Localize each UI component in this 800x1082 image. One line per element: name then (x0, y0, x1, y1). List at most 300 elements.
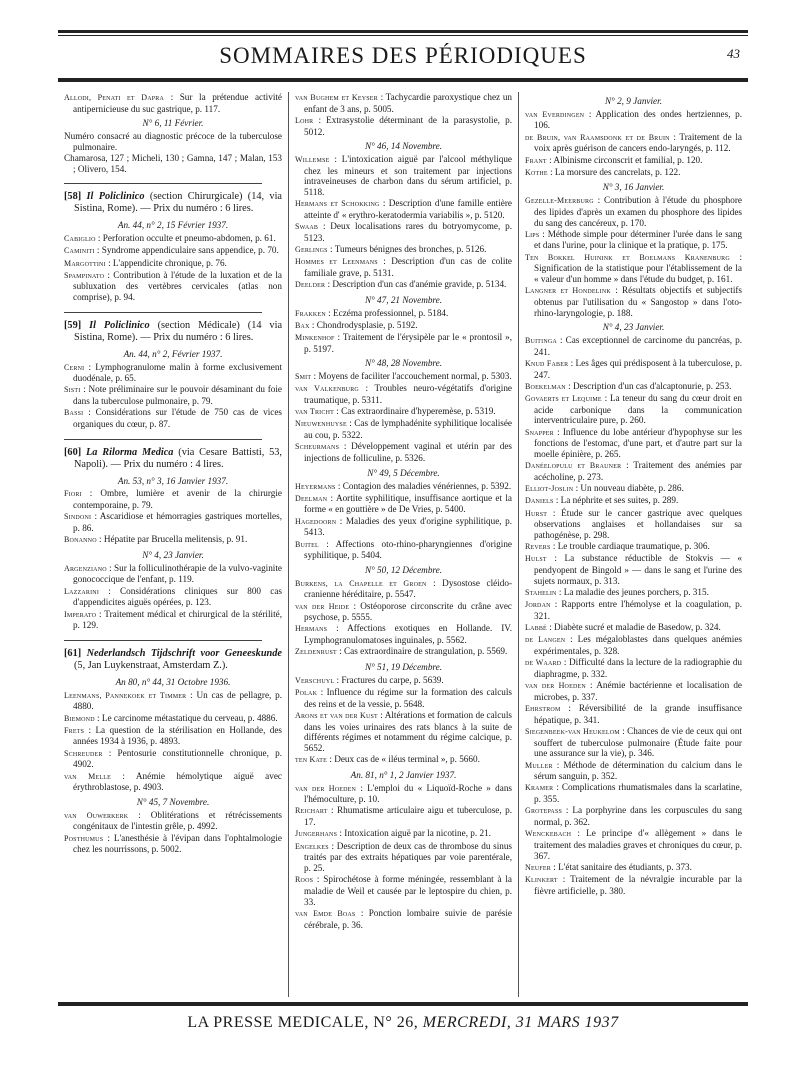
article-title: : Contribution à l'étude de la luxation et de la subluxation des vertèbres cervicales (atlas non comprise), p. 94. (73, 269, 282, 303)
article-authors: Muller (525, 760, 553, 770)
article-authors: van Ouwerkerk (64, 810, 129, 820)
article-entry (64, 131, 282, 152)
article-authors: Fiori (64, 489, 82, 499)
article-title: : L'anesthésie à l'évipan dans l'ophtalmologie chez les nourrissons, p. 5002. (73, 832, 282, 855)
article-title: : Description d'un cas de colite familiale grave, p. 5131. (304, 256, 512, 279)
article-title: : Oblitérations et rétrécissements congénitaux de l'intestin grêle, p. 4992. (73, 809, 282, 832)
article-title: : Complications rhumatismales dans la scarlatine, p. 355. (534, 782, 742, 805)
article-authors: Scheurmans (295, 442, 340, 452)
journal-heading (64, 447, 282, 471)
article-title: : Traitement médical et chirurgical de la stérilité, p. 129. (73, 608, 282, 631)
article-authors: Frakken (295, 308, 326, 318)
article-authors: Deelder (295, 280, 326, 290)
article-authors: Reichart (295, 806, 328, 816)
footer-text (58, 1014, 748, 1032)
article-title: : Albinisme circonscrit et familial, p. 120. (549, 154, 703, 165)
article-title: : Étude sur le cancer gastrique avec quelques observations anglaises et hollandaises sur sa pathogénèse, p. 298. (534, 507, 742, 541)
article-entry (64, 362, 282, 384)
article-authors: Polak (295, 687, 318, 697)
article-authors: Frets (64, 725, 85, 735)
article-title: : Les âges qui prédisposent à la tuberculose, p. 247. (534, 357, 742, 380)
article-authors: Sisti (64, 385, 81, 395)
article-title: : La porphyrine dans les corpuscules du sang normal, p. 362. (534, 805, 742, 828)
article-title: Numéro consacré au diagnostic précoce de la tuberculose pulmonaire. (64, 131, 282, 152)
article-authors: Lohr (295, 115, 314, 125)
article-entry (525, 381, 742, 393)
article-entry (295, 154, 512, 198)
article-title: : L'intoxication aiguë par l'alcool méthylique chez les mineurs et son traitement par injections intraveineuses de charbon dans du sérum artificiel, p. 5118. (304, 154, 513, 198)
article-title: : Ponction lombaire suivie de parésie cérébrale, p. 36. (304, 907, 512, 930)
article-entry (64, 725, 282, 747)
article-title: : La néphrite et ses suites, p. 289. (555, 495, 679, 506)
article-entry (295, 841, 512, 874)
article-title: : Considérations cliniques sur 800 cas d'appendicites aiguës opérées, p. 123. (73, 585, 282, 608)
article-authors: Roos (295, 875, 314, 885)
article-entry (295, 783, 512, 805)
journal-heading (64, 648, 282, 672)
article-entry (64, 511, 282, 533)
article-entry (525, 862, 742, 874)
article-authors: Ten Bokkel Huinink et Boelmans Kranenburg (525, 252, 730, 262)
article-entry (295, 441, 512, 463)
article-authors: Gezelle-Meerburg (525, 196, 594, 206)
article-title: : Traitement de l'érysipèle par le « prontosil », p. 5197. (304, 332, 513, 354)
article-entry (295, 754, 512, 766)
article-entry (64, 534, 282, 546)
footer-rule (58, 1002, 748, 1006)
section-separator (64, 183, 262, 184)
article-entry (525, 508, 742, 541)
article-entry (295, 687, 512, 709)
article-title: : Description d'une famille entière atteinte d' « erythro-keratodermia variabilis », p. 5120. (304, 198, 512, 221)
article-title: : Tumeurs bénignes des bronches, p. 5126. (330, 244, 487, 255)
article-authors: van Valkenburg (295, 384, 359, 394)
article-entry (295, 406, 512, 418)
article-entry (295, 320, 512, 332)
journal-code: [59] (64, 319, 82, 331)
footer-journal: LA PRESSE MEDICALE, N° 26, (187, 1014, 419, 1031)
article-title: Chamarosa, 127 ; Micheli, 130 ; Gamna, 147 ; Malan, 153 ; Olivero, 154. (64, 153, 282, 174)
article-title: : Signification de la statistique pour l'établissement de la « valeur d'un homme » dans l'étude du budget, p. 161. (534, 251, 742, 285)
article-authors: Snapper (525, 427, 554, 437)
article-title: : Le trouble cardiaque traumatique, p. 306. (552, 541, 710, 552)
article-title: : Ombre, lumière et avenir de la chirurgie contemporaine, p. 79. (73, 488, 283, 511)
article-authors: Jungerhans (295, 829, 338, 839)
issue-heading: N° 4, 23 Janvier. (602, 322, 665, 333)
article-title: : Considérations sur l'étude de 750 cas de vices organiques du cœur, p. 87. (73, 407, 283, 430)
issue-heading: N° 2, 9 Janvier. (604, 96, 662, 106)
article-title: : Ascaridiose et hémorragies gastriques mortelles, p. 86. (73, 511, 283, 534)
article-entry (64, 92, 282, 114)
article-title: : Eczéma professionnel, p. 5184. (328, 307, 449, 318)
article-entry (525, 805, 742, 827)
article-entry (295, 805, 512, 827)
article-title: : La substance réductible de Stokvis — « pendyopent de Bingold » — dans le sang et l'urine des sujets normaux, p. 313. (534, 553, 742, 586)
article-title: : Dysostose cléido-cranienne héréditaire, p. 5547. (304, 577, 513, 600)
article-title: : Lymphogranulome malin à forme exclusivement duodénale, p. 65. (73, 361, 282, 384)
article-authors: Spampinato (64, 270, 105, 280)
article-entry (525, 155, 742, 167)
page-footer (58, 1000, 748, 1032)
article-authors: van der Hoeden (295, 783, 357, 793)
article-entry (525, 553, 742, 586)
article-entry (295, 256, 512, 278)
article-entry (295, 675, 512, 687)
article-entry (525, 587, 742, 599)
article-entry (525, 252, 742, 285)
article-title: : Description d'un cas d'alcaptonurie, p. 253. (568, 380, 732, 391)
article-authors: Arons et van der Kust (295, 710, 378, 720)
article-authors: Sindoni (64, 512, 92, 522)
article-title: : Tachycardie paroxystique chez un enfant de 3 ans, p. 5005. (304, 92, 513, 114)
issue-heading: N° 46, 14 Novembre. (364, 141, 443, 152)
article-title: : Traitement de la névralgie incurable par la fièvre artificielle, p. 380. (534, 874, 743, 896)
article-entry (525, 167, 742, 179)
article-authors: van Melle (64, 771, 111, 781)
article-authors: Engelkes (295, 841, 329, 851)
article-authors: van Bughem et Keyser (295, 93, 378, 102)
article-title: : Méthode simple pour déterminer l'urée dans le sang et dans l'urine, pour la clinique et la pratique, p. 175. (534, 228, 743, 251)
article-title: : Un nouveau diabète, p. 286. (575, 483, 684, 494)
article-authors: Hommes et Leenmans (295, 257, 378, 267)
article-title: : Aortite syphilitique, insuffisance aortique et la forme « en gouttière » de De Vries, p. 5400. (304, 492, 512, 515)
article-title: : Influence du lobe antérieur d'hypophyse sur les fonctions de l'estomac, d'une part, et d'autre part sur la moelle épinière, p. 265. (534, 426, 742, 460)
page-header (58, 36, 748, 76)
article-authors: Cerni (64, 362, 85, 372)
article-authors: van der Heide (295, 601, 350, 611)
article-authors: Heyermans (295, 481, 336, 491)
issue-heading: An. 44, n° 2, Février 1937. (123, 348, 223, 359)
article-entry (525, 427, 742, 460)
article-entry (64, 258, 282, 270)
issue-heading: N° 4, 23 Janvier. (142, 549, 204, 560)
article-authors: Smit (295, 372, 312, 382)
article-authors: Biemond (64, 713, 95, 723)
article-title: : Sur la folliculinothérapie de la vulvo-vaginite gonococcique de l'enfant, p. 119. (73, 562, 282, 585)
journal-code: [60] (64, 446, 82, 458)
section-separator (64, 439, 262, 440)
section-separator (64, 312, 262, 313)
article-entry (64, 407, 282, 429)
article-entry (525, 622, 742, 634)
article-title: : Chances de vie de ceux qui ont souffert de tuberculose pulmonaire (Étude faite pour une assurance sur la vie), p. 346. (534, 725, 742, 759)
article-title: : La question de la stérilisation en Hollande, des années 1934 à 1936, p. 4893. (73, 724, 282, 747)
article-entry (525, 393, 742, 426)
article-title: : Traitement des anémies par acécholine, p. 273. (534, 460, 742, 482)
article-entry (295, 578, 512, 600)
article-entry (64, 586, 282, 608)
article-title: : Pentosurie constitutionnelle chronique, p. 4902. (73, 747, 282, 770)
article-entry (525, 132, 742, 154)
article-authors: Zeldenrust (295, 647, 337, 657)
article-entry (525, 229, 742, 251)
article-entry (295, 308, 512, 320)
article-title: : Intoxication aiguë par la nicotine, p. 21. (339, 828, 491, 839)
article-entry (525, 657, 742, 679)
article-entry (295, 244, 512, 256)
article-title: : Les mégaloblastes dans quelques anémies expérimentales, p. 328. (534, 634, 743, 657)
article-entry (64, 748, 282, 770)
issue-heading: N° 48, 28 Novembre. (364, 358, 443, 369)
article-authors: Hurst (525, 508, 548, 518)
article-title: : Résultats objectifs et subjectifs obtenus par l'utilisation du « Sangostop » dans l'oto-rhino-laryngologie, p. 188. (534, 285, 743, 318)
article-authors: Grotepass (525, 806, 563, 816)
article-title: : Réversibilité de la grande insuffisance hépatique, p. 341. (534, 703, 743, 725)
column-left (58, 92, 288, 997)
article-authors: Argenziano (64, 563, 107, 573)
article-title: : Diabète sucré et maladie de Basedow, p. 324. (549, 622, 721, 633)
article-authors: Siegenbeek-van Heukelom (525, 726, 620, 736)
article-entry (64, 245, 282, 257)
page-number: 43 (727, 46, 740, 61)
article-title: : Influence du régime sur la formation des calculs des reins et de la vessie, p. 5648. (304, 686, 513, 709)
section-separator (64, 640, 262, 641)
article-entry (64, 563, 282, 585)
article-entry (64, 153, 282, 174)
article-entry (295, 383, 512, 405)
article-authors: de Langen (525, 635, 566, 645)
article-authors: ten Kate (295, 755, 328, 765)
article-title: : L'état sanitaire des étudiants, p. 373. (553, 861, 692, 872)
issue-heading: N° 49, 5 Décembre. (367, 467, 440, 478)
article-authors: Daniels (525, 496, 554, 506)
article-authors: Revers (525, 542, 551, 552)
article-authors: Neufer (525, 862, 551, 872)
article-authors: Knud Faber (525, 358, 569, 368)
article-authors: Verschuyl (295, 675, 335, 685)
journal-code: [58] (64, 191, 82, 203)
issue-heading: An. 53, n° 3, 16 Janvier 1937. (117, 475, 229, 486)
article-title: : Note préliminaire sur le pouvoir désaminant du foie dans la tuberculose pulmonaire, p. 79. (73, 384, 283, 407)
journal-name: Nederlandsch Tijdschrift voor Geneeskunde (86, 647, 282, 659)
article-entry (295, 221, 512, 243)
article-title: : Rhumatisme articulaire aigu et tuberculose, p. 17. (304, 805, 513, 828)
article-authors: Allodi, Penati et Dapra (64, 93, 165, 102)
article-entry (295, 418, 512, 440)
article-authors: Hermans (295, 624, 328, 634)
article-title: : Anémie bactérienne et localisation de microbes, p. 337. (534, 680, 742, 702)
article-authors: Imperato (64, 609, 97, 619)
article-title: : La maladie des jeunes porchers, p. 315. (558, 587, 709, 598)
article-authors: Danéelopulu et Brauner (525, 461, 622, 471)
article-title: : Anémie hémolytique aiguë avec érythroblastose, p. 4903. (73, 770, 282, 793)
article-authors: Margottini (64, 258, 106, 268)
article-authors: Boekelman (525, 381, 566, 391)
header-bottom-rule (58, 78, 748, 82)
article-entry (64, 810, 282, 832)
article-entry (525, 874, 742, 896)
article-entry (295, 710, 512, 754)
article-entry (525, 760, 742, 782)
article-entry (295, 516, 512, 538)
article-title: : Difficulté dans la lecture de la radiographie du diaphragme, p. 332. (534, 657, 743, 679)
article-title: : L'appendicite chronique, p. 76. (108, 257, 227, 268)
article-title: : Un cas de pellagre, p. 4880. (73, 689, 283, 712)
article-title: : Cas exceptionnel de carcinome du pancréas, p. 241. (534, 335, 742, 357)
article-authors: Willemse (295, 155, 330, 165)
article-title: : Traitement de la voix après guérison de cancers endo-laryngés, p. 112. (534, 131, 743, 154)
article-entry (64, 233, 282, 245)
article-entry (295, 481, 512, 493)
footer-date: MERCREDI, 31 MARS 1937 (422, 1014, 619, 1031)
article-title: : Application des ondes hertziennes, p. 106. (534, 108, 742, 131)
issue-heading: An 80, n° 44, 31 Octobre 1936. (115, 676, 231, 687)
article-entry (525, 285, 742, 318)
article-entry (525, 358, 742, 380)
article-authors: van Tricht (295, 407, 334, 417)
article-authors: Leenmans, Pannekoek et Timmer (64, 690, 187, 700)
article-entry (64, 270, 282, 303)
article-authors: Swaab (295, 222, 319, 232)
article-title: : Sur la prétendue activité antipernicieuse du suc gastrique, p. 117. (73, 92, 283, 114)
article-authors: Hulst (525, 554, 547, 564)
article-title: : Maladies des yeux d'origine syphilitique, p. 5413. (304, 515, 513, 538)
journal-name: Il Policlinico (86, 191, 145, 203)
article-entry (295, 646, 512, 658)
article-entry (295, 828, 512, 840)
article-authors: Ehrstrom (525, 704, 561, 714)
article-title: : Moyens de faciliter l'accouchement normal, p. 5303. (313, 371, 512, 382)
article-authors: Hagedoorn (295, 516, 337, 526)
article-title: : Hépatite par Brucella melitensis, p. 91. (99, 534, 248, 545)
article-authors: Wenckebach (525, 829, 572, 839)
issue-heading: N° 47, 21 Novembre. (364, 294, 443, 305)
article-title: : Spirochétose à forme méningée, ressemblant à la maladie de Weil et causée par le leptospire du chien, p. 33. (304, 874, 512, 907)
issue-heading: N° 3, 16 Janvier. (602, 182, 665, 193)
article-authors: Govaerts et Lequime (525, 394, 602, 404)
issue-heading: N° 6, 11 Février. (142, 118, 204, 129)
article-entry (525, 828, 742, 861)
columns (58, 92, 748, 997)
article-entry (64, 771, 282, 793)
article-entry (525, 483, 742, 495)
article-authors: Labbé (525, 623, 547, 633)
article-authors: Deelman (295, 493, 328, 503)
article-authors: Bassi (64, 408, 84, 418)
journal-heading (64, 320, 282, 344)
article-authors: Stahelin (525, 588, 557, 598)
article-title: : Chondrodysplasie, p. 5192. (311, 319, 418, 330)
article-entry (525, 541, 742, 553)
issue-heading: N° 45, 7 Novembre. (136, 796, 210, 807)
article-title: : La morsure des cancrelats, p. 122. (550, 166, 681, 177)
article-title: : Contagion des maladies vénériennes, p. 5392. (337, 480, 512, 491)
article-title: : Ostéoporose circonscrite du crâne avec psychose, p. 5555. (304, 600, 513, 623)
journal-heading (64, 191, 282, 215)
journal-info: (section Chirurgicale) (14, via Sistina, Rome). — Prix du numéro : 6 lires. (74, 191, 283, 215)
article-authors: Burkens, la Chapelle et Groen (295, 578, 427, 588)
article-title: : Le carcinome métastatique du cerveau, p. 4886. (97, 712, 278, 723)
article-entry (64, 713, 282, 725)
column-middle (288, 92, 518, 997)
journal-info: (via Cesare Battisti, 53, Napoli). — Prix du numéro : 4 lires. (74, 446, 283, 470)
journal-code: [61] (64, 647, 82, 659)
article-entry (525, 726, 742, 759)
article-authors: Klinkert (525, 875, 558, 885)
article-authors: Bax (295, 320, 310, 330)
article-entry (295, 601, 512, 623)
article-title: : Cas extraordinaire d'hyperemèse, p. 5319. (336, 406, 496, 417)
article-authors: Caminiti (64, 246, 95, 256)
article-entry (525, 460, 742, 482)
article-title: : Développement vaginal et utérin par des injections de folliculine, p. 5326. (304, 441, 512, 464)
article-title: : Rapports entre l'hémolyse et la coagulation, p. 321. (534, 599, 743, 621)
article-authors: van der Hoeden (525, 681, 586, 691)
article-title: : Description d'un cas d'anémie gravide, p. 5134. (327, 279, 507, 290)
article-authors: Schreuder (64, 748, 103, 758)
article-authors: Minkenhof (295, 333, 335, 343)
article-entry (295, 198, 512, 220)
article-title: : Extrasystolie déterminant de la parasystolie, p. 5012. (304, 114, 512, 137)
article-entry (525, 335, 742, 357)
article-title: : Méthode de détermination du calcium dans le sérum sanguin, p. 352. (534, 759, 742, 782)
article-entry (525, 703, 742, 725)
article-entry (525, 634, 742, 656)
article-title: : Le principe d'« allègement » dans le traitement des maladies graves et chroniques du cœur, p. 367. (534, 828, 742, 861)
page-title: SOMMAIRES DES PÉRIODIQUES (219, 43, 587, 68)
article-title: : Cas extraordinaire de strangulation, p. 5569. (339, 646, 508, 657)
article-authors: de Bruin, van Raamsdonk et de Bruin (525, 132, 670, 142)
article-title: : L'emploi du « Liquoïd-Roche » dans l'hémoculture, p. 10. (304, 782, 512, 805)
article-authors: Buitinga (525, 336, 557, 346)
journal-info: (5, Jan Luykenstraat, Amsterdam Z.). (74, 659, 228, 671)
article-entry (525, 495, 742, 507)
article-authors: Kramer (525, 783, 554, 793)
article-title: : La teneur du sang du cœur droit en acide carbonique dans la communication interventriculaire pure, p. 260. (534, 393, 742, 426)
article-authors: Bonanno (64, 535, 97, 545)
article-entry (295, 874, 512, 907)
article-authors: Posthumus (64, 833, 104, 843)
article-title: : Contribution à l'étude du phosphore des lipides d'après un examen du phosphore des lipides du sang des cancéreux, p. 170. (534, 195, 742, 228)
article-title: : Cas de lymphadénite syphilitique localisée au cou, p. 5322. (304, 418, 512, 441)
article-authors: Jordan (525, 600, 551, 610)
article-authors: van Everdingen (525, 109, 585, 119)
article-authors: Elliot-Joslin (525, 484, 574, 494)
issue-heading: N° 50, 12 Décembre. (364, 564, 443, 575)
article-title: : Affections exotiques en Hollande. IV. Lymphogranulomatoses inguinales, p. 5562. (304, 623, 512, 646)
article-authors: Kothe (525, 167, 548, 177)
article-title: : Description de deux cas de thrombose du sinus traités par des extraits hépatiques par voie parentérale, p. 25. (304, 840, 513, 873)
article-title: : Fractures du carpe, p. 5639. (336, 674, 444, 685)
article-authors: Lazzarini (64, 586, 100, 596)
issue-heading: N° 51, 19 Décembre. (364, 662, 443, 673)
article-entry (525, 680, 742, 702)
article-authors: Nieuwenhuyse (295, 419, 347, 429)
article-entry (295, 908, 512, 930)
article-title: : Deux localisations rares du botryomycome, p. 5123. (304, 221, 513, 243)
issue-heading: An. 44, n° 2, 15 Février 1937. (117, 220, 229, 231)
article-title: : Altérations et formation de calculs dans les voies urinaires des rats blancs à la suite de différents régimes et notamment du régime calcique, p. 5652. (304, 709, 513, 753)
issue-heading: An. 81, n° 1, 2 Janvier 1937. (350, 769, 457, 780)
article-entry (295, 115, 512, 137)
article-title: : Deux cas de « iléus terminal », p. 5660. (329, 754, 480, 765)
article-entry (295, 493, 512, 515)
journal-name: La Rilorma Medica (86, 446, 174, 458)
article-entry (295, 332, 512, 354)
article-authors: Langner et Hondelink (525, 286, 611, 296)
article-entry (295, 92, 512, 114)
article-entry (64, 833, 282, 855)
article-title: : Troubles neuro-végétatifs d'origine traumatique, p. 5311. (304, 383, 512, 406)
article-entry (295, 623, 512, 645)
page (58, 30, 748, 997)
article-authors: Buitel (295, 539, 319, 549)
article-authors: Gerlings (295, 245, 328, 255)
article-entry (295, 539, 512, 561)
article-authors: Frant (525, 155, 547, 165)
article-authors: Lips (525, 229, 540, 239)
article-entry (525, 782, 742, 804)
